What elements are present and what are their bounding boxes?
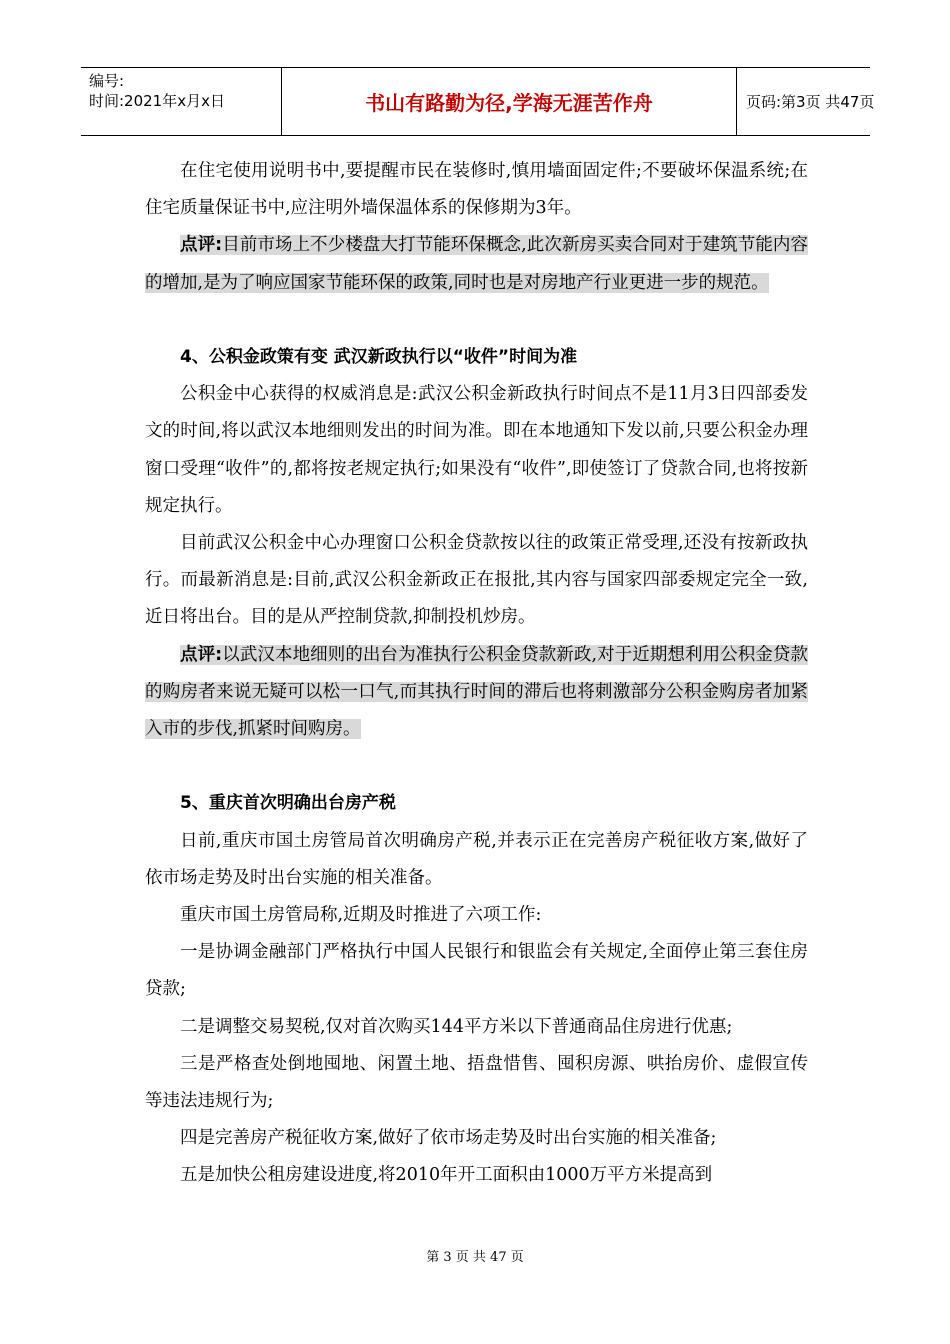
paragraph: 二是调整交易契税,仅对首次购买144平方米以下普通商品住房进行优惠; — [180, 1016, 733, 1037]
comment-paragraph — [145, 637, 808, 749]
number-label: 编号: — [89, 72, 125, 90]
comment-text: 目前市场上不少楼盘大打节能环保概念,此次新房买卖合同对于建筑节能内容的增加,是为了响应国家节能环保的政策,同时也是对房地产行业更进一步的规范。 — [145, 235, 809, 293]
paragraph: 目前武汉公积金中心办理窗口公积金贷款按以往的政策正常受理,还没有按新政执行。而最新消息是:目前,武汉公积金新政正在报批,其内容与国家四部委规定完全一致,近日将出台。目的是从严控制贷款,抑制投机炒房。 — [145, 533, 808, 628]
document-body — [145, 153, 808, 1195]
header-motto: 书山有路勤为径,学海无涯苦作舟 — [281, 68, 737, 135]
paragraph: 公积金中心获得的权威消息是:武汉公积金新政执行时间点不是11月3日四部委发文的时间,将以武汉本地细则发出的时间为准。即在本地通知下发以前,只要公积金办理窗口受理“收件”的,都将按老规定执行;如果没有“收件”,即使签订了贷款合同,也将按新规定执行。 — [145, 384, 808, 516]
paragraph: 五是加快公租房建设进度,将2010年开工面积由1000万平方米提高到 — [180, 1165, 713, 1186]
comment-label: 点评: — [180, 235, 223, 256]
paragraph: 在住宅使用说明书中,要提醒市民在装修时,慎用墙面固定件;不要破坏保温系统;在住宅质量保证书中,应注明外墙保温体系的保修期为3年。 — [145, 161, 808, 219]
comment-label: 点评: — [180, 644, 223, 665]
date-label: 时间:2021年x月x日 — [89, 92, 225, 110]
header-left-cell — [81, 68, 281, 135]
section-heading-5: 5、重庆首次明确出台房产税 — [180, 793, 396, 814]
header-page-info: 页码:第3页 共47页 — [746, 93, 875, 111]
paragraph: 一是协调金融部门严格执行中国人民银行和银监会有关规定,全面停止第三套住房贷款; — [145, 942, 808, 1000]
paragraph: 重庆市国土房管局称,近期及时推进了六项工作: — [180, 905, 542, 926]
comment-text: 以武汉本地细则的出台为准执行公积金贷款新政,对于近期想利用公积金贷款的购房者来说无疑可以松一口气,而其执行时间的滞后也将刺激部分公积金购房者加紧入市的步伐,抓紧时间购房。 — [145, 644, 809, 740]
paragraph: 四是完善房产税征收方案,做好了依市场走势及时出台实施的相关准备; — [180, 1128, 717, 1149]
section-heading-4: 4、公积金政策有变 武汉新政执行以“收件”时间为准 — [180, 347, 578, 367]
page-footer: 第 3 页 共 47 页 — [426, 1250, 524, 1265]
paragraph: 三是严格查处倒地囤地、闲置土地、捂盘惜售、囤积房源、哄抬房价、虚假宣传等违法违规行为; — [145, 1053, 808, 1112]
paragraph: 日前,重庆市国土房管局首次明确房产税,并表示正在完善房产税征收方案,做好了依市场走势及时出台实施的相关准备。 — [145, 830, 808, 888]
comment-paragraph — [145, 227, 808, 301]
page-header — [81, 67, 875, 136]
